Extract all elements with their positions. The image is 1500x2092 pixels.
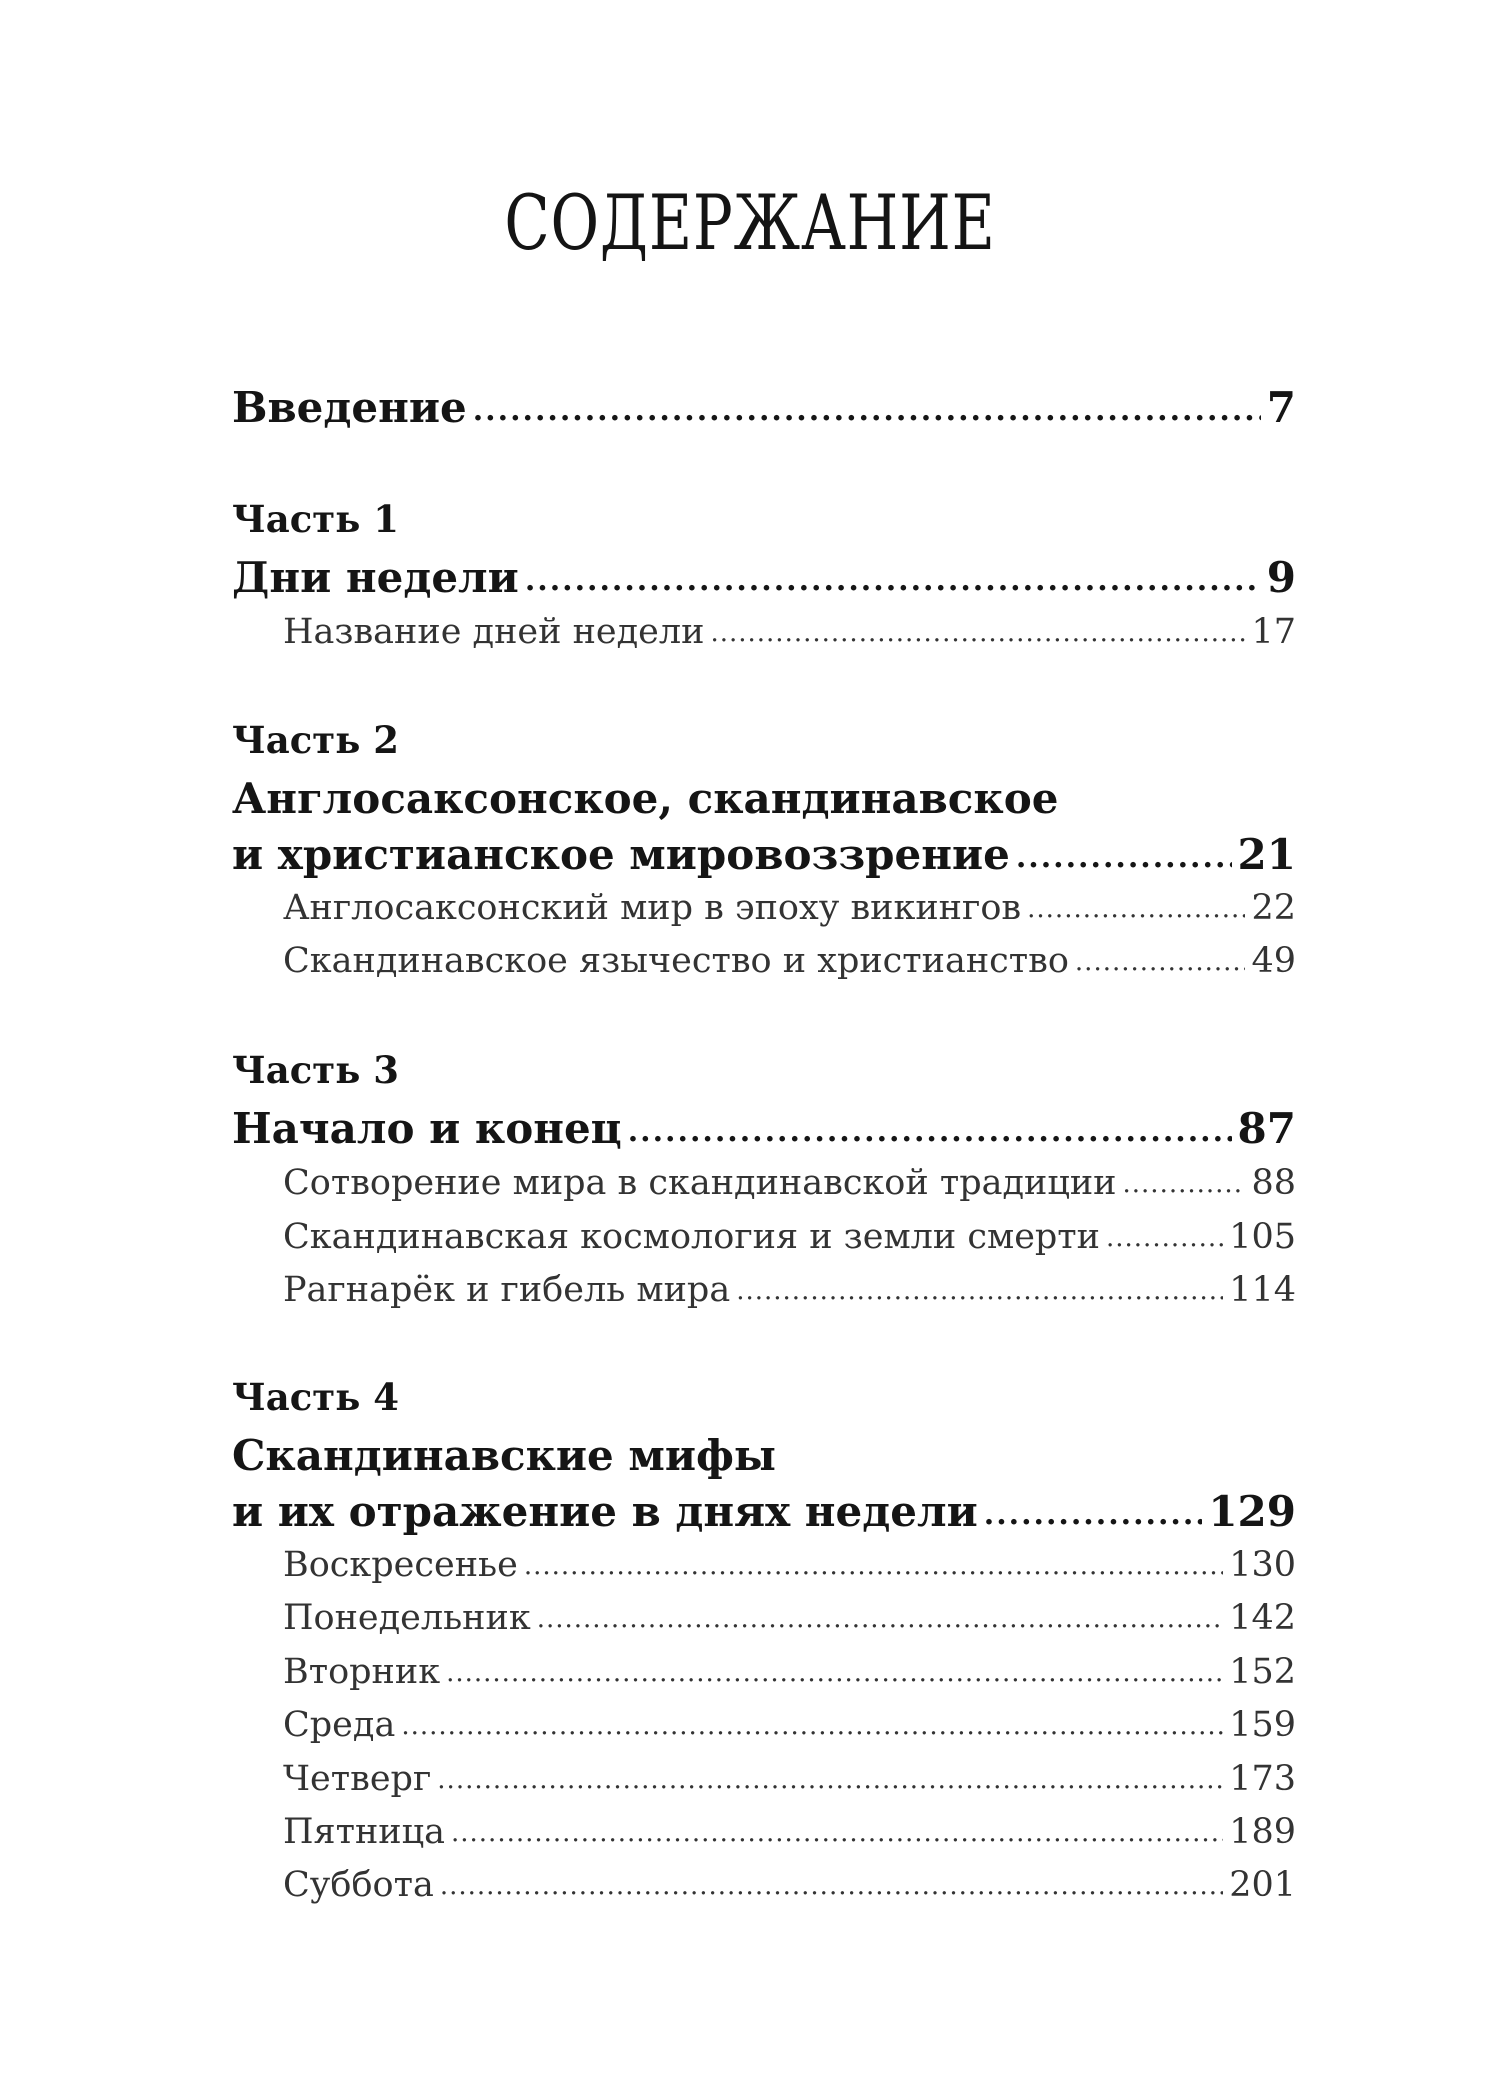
dot-leader bbox=[401, 1711, 1223, 1741]
toc-page-number: 159 bbox=[1229, 1705, 1296, 1745]
toc-entry-chapter-2[interactable] bbox=[232, 830, 1296, 879]
toc-entry-label: Среда bbox=[283, 1705, 396, 1745]
toc-entry-label: и христианское мировоззрение bbox=[232, 830, 1010, 879]
dot-leader bbox=[1027, 894, 1245, 924]
toc-entry-intro[interactable] bbox=[232, 383, 1296, 432]
toc-entry-sub[interactable] bbox=[283, 1217, 1296, 1257]
toc-entry-label: и их отражение в днях недели bbox=[232, 1487, 978, 1536]
toc-entry-sub[interactable] bbox=[283, 1759, 1296, 1799]
toc-entry-label: Понедельник bbox=[283, 1598, 531, 1638]
dot-leader bbox=[451, 1818, 1223, 1848]
toc-entry-sub[interactable] bbox=[283, 1705, 1296, 1745]
part-label: Часть 2 bbox=[232, 718, 399, 762]
toc-page-number: 17 bbox=[1251, 612, 1296, 652]
toc-entry-sub[interactable] bbox=[283, 1270, 1296, 1310]
toc-entry-label: Скандинавское язычество и христианство bbox=[283, 941, 1069, 981]
toc-entry-sub[interactable] bbox=[283, 1545, 1296, 1585]
toc-entry-sub[interactable] bbox=[283, 1652, 1296, 1692]
toc-entry-label: Скандинавская космология и земли смерти bbox=[283, 1217, 1100, 1257]
dot-leader bbox=[1106, 1223, 1223, 1253]
toc-entry-label: Сотворение мира в скандинавской традиции bbox=[283, 1163, 1117, 1203]
toc-page-number: 22 bbox=[1251, 888, 1296, 928]
part-heading-3 bbox=[232, 1048, 399, 1092]
toc-page-number: 87 bbox=[1237, 1104, 1296, 1153]
toc-entry-sub[interactable] bbox=[283, 1598, 1296, 1638]
dot-leader bbox=[736, 1276, 1223, 1306]
dot-leader bbox=[1016, 840, 1232, 875]
toc-page-number: 114 bbox=[1229, 1270, 1296, 1310]
toc-page-number: 88 bbox=[1251, 1163, 1296, 1203]
toc-page-number: 105 bbox=[1229, 1217, 1296, 1257]
toc-entry-label: Начало и конец bbox=[232, 1104, 622, 1153]
toc-entry-label: Название дней недели bbox=[283, 612, 705, 652]
toc-page-number: 142 bbox=[1229, 1598, 1296, 1638]
part-label: Часть 3 bbox=[232, 1048, 399, 1092]
dot-leader bbox=[440, 1871, 1223, 1901]
toc-entry-sub[interactable] bbox=[283, 1865, 1296, 1905]
part-heading-1 bbox=[232, 497, 399, 541]
toc-entry-label: Англосаксонский мир в эпоху викингов bbox=[283, 888, 1022, 928]
dot-leader bbox=[446, 1658, 1223, 1688]
toc-entry-chapter-4[interactable] bbox=[232, 1487, 1296, 1536]
toc-page-number: 130 bbox=[1229, 1545, 1296, 1585]
toc-entry-sub[interactable] bbox=[283, 1812, 1296, 1852]
toc-page-number: 201 bbox=[1229, 1865, 1296, 1905]
toc-entry-sub[interactable] bbox=[283, 888, 1296, 928]
toc-page-number: 9 bbox=[1266, 553, 1296, 602]
dot-leader bbox=[537, 1604, 1223, 1634]
dot-leader bbox=[710, 618, 1245, 648]
part-label: Часть 1 bbox=[232, 497, 399, 541]
toc-entry-sub[interactable] bbox=[283, 612, 1296, 652]
dot-leader bbox=[1123, 1169, 1246, 1199]
dot-leader bbox=[1075, 947, 1246, 977]
dot-leader bbox=[628, 1114, 1232, 1149]
toc-entry-label: Дни недели bbox=[232, 553, 519, 602]
dot-leader bbox=[524, 1551, 1223, 1581]
chapter-title-part: Скандинавские мифы bbox=[232, 1431, 777, 1480]
toc-page-number: 7 bbox=[1266, 383, 1296, 432]
toc-entry-label: Четверг bbox=[283, 1759, 432, 1799]
toc-entry-chapter-3[interactable] bbox=[232, 1104, 1296, 1153]
part-label: Часть 4 bbox=[232, 1375, 399, 1419]
part-heading-4 bbox=[232, 1375, 399, 1419]
toc-entry-label: Пятница bbox=[283, 1812, 445, 1852]
part-heading-2 bbox=[232, 718, 399, 762]
dot-leader bbox=[437, 1765, 1223, 1795]
chapter-title-line bbox=[232, 774, 1058, 823]
toc-entry-sub[interactable] bbox=[283, 1163, 1296, 1203]
toc-page-number: 173 bbox=[1229, 1759, 1296, 1799]
toc-page-number: 49 bbox=[1251, 941, 1296, 981]
toc-page-number: 21 bbox=[1237, 830, 1296, 879]
toc-page-number: 189 bbox=[1229, 1812, 1296, 1852]
toc-entry-chapter-1[interactable] bbox=[232, 553, 1296, 602]
toc-entry-label: Воскресенье bbox=[283, 1545, 518, 1585]
chapter-title-line bbox=[232, 1431, 776, 1480]
dot-leader bbox=[984, 1497, 1203, 1532]
chapter-title-part: Англосаксонское, скандинавское bbox=[232, 774, 1059, 823]
dot-leader bbox=[525, 563, 1261, 598]
toc-entry-sub[interactable] bbox=[283, 941, 1296, 981]
toc-entry-label: Суббота bbox=[283, 1865, 434, 1905]
toc-page-number: 129 bbox=[1208, 1487, 1296, 1536]
dot-leader bbox=[473, 393, 1261, 428]
toc-entry-label: Введение bbox=[232, 383, 467, 432]
toc-page-number: 152 bbox=[1229, 1652, 1296, 1692]
toc-entry-label: Рагнарёк и гибель мира bbox=[283, 1270, 731, 1310]
page-title: СОДЕРЖАНИЕ bbox=[504, 178, 996, 267]
toc-entry-label: Вторник bbox=[283, 1652, 441, 1692]
